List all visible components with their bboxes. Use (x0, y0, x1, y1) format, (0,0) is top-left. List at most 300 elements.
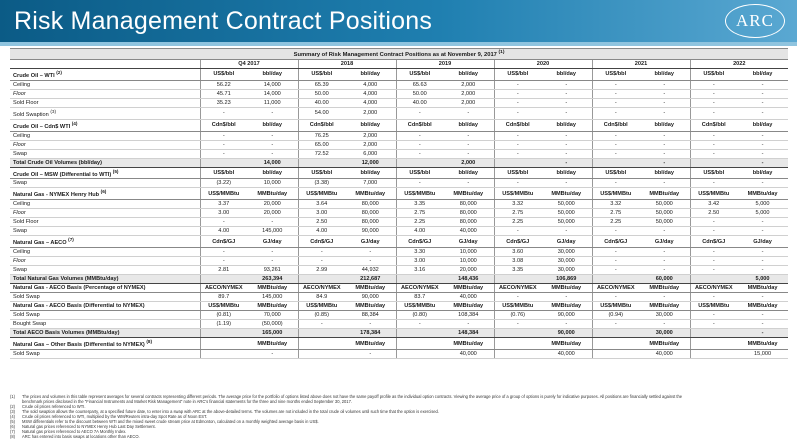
year-header: Q4 2017 (200, 59, 298, 68)
table-cell (494, 349, 541, 358)
table-cell: 10,000 (247, 179, 298, 188)
table-cell: 14,000 (247, 89, 298, 98)
table-cell: 2,000 (345, 131, 396, 140)
table-cell: - (541, 293, 592, 302)
table-cell: 2.75 (494, 209, 541, 218)
row-note: (8) (146, 339, 153, 345)
table-cell (298, 158, 345, 167)
table-cell: - (737, 131, 788, 140)
table-cell: MMBtu/day (247, 338, 298, 350)
table-cell (592, 158, 639, 167)
table-cell: 2,000 (345, 107, 396, 119)
table-cell: MMBtu/day (541, 188, 592, 200)
table-cell: bbl/day (247, 167, 298, 179)
section-header-row (10, 68, 788, 80)
row-label (10, 275, 200, 284)
table-cell: - (200, 248, 247, 257)
table-cell: - (592, 149, 639, 158)
total-row (10, 275, 788, 284)
table-cell: - (737, 149, 788, 158)
table-cell: US$/MMBtu (396, 302, 443, 311)
table-cell: - (690, 266, 737, 275)
section-header-row (10, 167, 788, 179)
table-cell (690, 275, 737, 284)
table-cell: - (443, 140, 494, 149)
row-label-text: Swap (13, 228, 27, 235)
row-label (10, 68, 200, 80)
table-cell: - (396, 107, 443, 119)
table-cell: - (592, 227, 639, 236)
row-label-text: Sold Swaption (13, 111, 49, 118)
table-cell: 145,000 (247, 293, 298, 302)
table-cell: - (639, 179, 690, 188)
table-cell: - (639, 131, 690, 140)
table-cell: - (737, 158, 788, 167)
table-cell: Cdn$/bbl (396, 119, 443, 131)
row-label-text: Floor (13, 210, 26, 217)
header-band (0, 42, 797, 46)
table-cell: - (639, 98, 690, 107)
table-cell: 3.32 (592, 200, 639, 209)
table-cell: - (247, 257, 298, 266)
table-cell: 50,000 (541, 209, 592, 218)
section-header-row (10, 236, 788, 248)
table-cell: 2,000 (443, 158, 494, 167)
table-row (10, 349, 788, 358)
table-cell: MMBtu/day (247, 188, 298, 200)
table-row (10, 179, 788, 188)
table-cell: 80,000 (443, 200, 494, 209)
table-cell: 84.9 (298, 293, 345, 302)
table-cell: 80,000 (443, 218, 494, 227)
table-cell: US$/bbl (200, 167, 247, 179)
table-cell: - (494, 320, 541, 329)
table-cell: 2.81 (200, 266, 247, 275)
table-cell: - (592, 131, 639, 140)
table-cell: AECO/NYMEX (690, 284, 737, 293)
table-cell (592, 338, 639, 350)
table-cell: 145,000 (247, 227, 298, 236)
table-cell: 35.23 (200, 98, 247, 107)
table-cell: 4,000 (345, 89, 396, 98)
table-cell: - (690, 218, 737, 227)
table-cell: - (298, 248, 345, 257)
table-cell: 45.71 (200, 89, 247, 98)
table-cell: - (592, 140, 639, 149)
table-cell: - (541, 227, 592, 236)
footnote-number: (7) (10, 429, 16, 435)
footnote-number: (5) (10, 419, 16, 425)
table-cell: 50,000 (541, 218, 592, 227)
table-cell: US$/bbl (592, 167, 639, 179)
table-cell: 3.16 (396, 266, 443, 275)
table-cell: - (396, 179, 443, 188)
table-cell: 40,000 (443, 349, 494, 358)
table-cell: 20,000 (247, 200, 298, 209)
row-note: (4) (71, 120, 78, 126)
table-cell: MMBtu/day (639, 302, 690, 311)
table-cell: 30,000 (541, 257, 592, 266)
table-cell: MMBtu/day (541, 284, 592, 293)
table-cell: 3.37 (200, 200, 247, 209)
table-cell: 108,384 (443, 311, 494, 320)
table-cell (396, 349, 443, 358)
row-label (10, 218, 200, 227)
table-cell: - (592, 293, 639, 302)
table-cell: 3.00 (200, 209, 247, 218)
table-body (10, 49, 788, 359)
table-caption-note: (1) (498, 50, 505, 55)
table-row (10, 89, 788, 98)
table-cell: - (737, 227, 788, 236)
table-row (10, 311, 788, 320)
footnote-text: Natural gas prices referenced to AECO 7A Monthly Index. (22, 429, 127, 435)
table-cell: - (494, 89, 541, 98)
table-cell: - (592, 320, 639, 329)
table-cell: 50,000 (541, 200, 592, 209)
table-cell: MMBtu/day (345, 338, 396, 350)
table-cell: MMBtu/day (541, 302, 592, 311)
contract-table-wrapper (10, 48, 788, 359)
row-label (10, 167, 200, 179)
table-row (10, 80, 788, 89)
table-cell (200, 349, 247, 358)
table-cell (494, 275, 541, 284)
table-cell: 40.00 (298, 98, 345, 107)
table-row (10, 218, 788, 227)
table-cell: 56.22 (200, 80, 247, 89)
footnote-text: Crude oil prices referenced to WTI, multiplied by the WM/Reuters intra-day Spot Rate as of Noon EST. (22, 414, 208, 420)
section-header-row (10, 338, 788, 350)
table-cell (592, 349, 639, 358)
table-cell: 3.64 (298, 200, 345, 209)
year-header: 2021 (592, 59, 690, 68)
row-label-text: Ceiling (13, 201, 31, 208)
table-cell: 2,000 (345, 140, 396, 149)
table-cell: 263,394 (247, 275, 298, 284)
table-cell: 14,000 (247, 158, 298, 167)
table-cell: 178,384 (345, 329, 396, 338)
table-cell: (0.76) (494, 311, 541, 320)
table-cell: 20,000 (443, 266, 494, 275)
table-cell: 212,687 (345, 275, 396, 284)
table-cell: AECO/NYMEX (592, 284, 639, 293)
section-header-row (10, 119, 788, 131)
table-cell: - (247, 107, 298, 119)
row-label (10, 140, 200, 149)
row-label (10, 320, 200, 329)
table-cell: 14,000 (247, 80, 298, 89)
table-cell: - (494, 149, 541, 158)
table-cell: Cdn$/GJ (298, 236, 345, 248)
table-cell (494, 329, 541, 338)
table-row (10, 200, 788, 209)
table-cell (298, 329, 345, 338)
table-cell: - (200, 218, 247, 227)
table-cell: US$/MMBtu (494, 188, 541, 200)
table-cell (200, 329, 247, 338)
footnote-number: (8) (10, 434, 16, 440)
table-cell: - (592, 257, 639, 266)
table-cell: US$/MMBtu (494, 302, 541, 311)
table-cell: 90,000 (541, 311, 592, 320)
table-cell: 2,000 (443, 80, 494, 89)
table-cell: MMBtu/day (443, 302, 494, 311)
table-cell: - (592, 179, 639, 188)
footnote-number: (2) (10, 404, 16, 410)
table-cell: bbl/day (345, 167, 396, 179)
table-cell: 2,000 (443, 98, 494, 107)
table-cell: - (737, 140, 788, 149)
table-cell: 2.50 (690, 209, 737, 218)
table-cell: 6,000 (345, 149, 396, 158)
footnote-text: The sold swaption allows the counterparty, at a specified future date, to enter into a swap with ARC at the above-detailed terms. The volumes are not included in the total crude oil volumes until such time that the option is exercised. (22, 409, 439, 415)
year-header: 2018 (298, 59, 396, 68)
table-cell: - (737, 311, 788, 320)
table-cell: - (592, 107, 639, 119)
table-cell: 65.63 (396, 80, 443, 89)
year-header: 2020 (494, 59, 592, 68)
row-label (10, 158, 200, 167)
table-cell: - (200, 257, 247, 266)
table-cell: MMBtu/day (737, 284, 788, 293)
table-row (10, 227, 788, 236)
table-cell: (3.38) (298, 179, 345, 188)
table-cell: 80,000 (345, 200, 396, 209)
table-cell: 72.52 (298, 149, 345, 158)
table-cell: - (737, 266, 788, 275)
table-cell: MMBtu/day (737, 302, 788, 311)
row-label-text: Total AECO Basis Volumes (MMBtu/day) (13, 330, 120, 337)
table-cell: 148,436 (443, 275, 494, 284)
table-cell: US$/MMBtu (200, 302, 247, 311)
table-cell: bbl/day (737, 68, 788, 80)
table-cell: US$/MMBtu (592, 302, 639, 311)
footnote-text: ARC has entered into basis swaps at locations other than AECO. (22, 434, 140, 440)
table-cell: 2.75 (592, 209, 639, 218)
table-cell: 50,000 (639, 209, 690, 218)
row-label (10, 119, 200, 131)
footnote-number: (6) (10, 424, 16, 430)
row-label (10, 248, 200, 257)
table-row (10, 140, 788, 149)
table-cell: GJ/day (541, 236, 592, 248)
row-label-text: Ceiling (13, 132, 31, 139)
table-cell: 4,000 (345, 98, 396, 107)
row-label-text: Crude Oil – Cdn$ WTI (13, 123, 71, 130)
table-row (10, 293, 788, 302)
footnote-number: (3) (10, 409, 16, 415)
table-cell: 11,000 (247, 98, 298, 107)
table-cell: - (541, 107, 592, 119)
table-cell: MMBtu/day (443, 188, 494, 200)
table-cell: US$/bbl (690, 167, 737, 179)
table-cell: 2,000 (443, 89, 494, 98)
row-label (10, 284, 200, 293)
table-cell: bbl/day (541, 68, 592, 80)
table-cell: - (443, 179, 494, 188)
table-cell: 40,000 (639, 349, 690, 358)
table-cell: - (639, 266, 690, 275)
table-cell: - (592, 98, 639, 107)
row-label (10, 107, 200, 119)
table-cell: US$/MMBtu (200, 188, 247, 200)
table-cell: 60,000 (639, 275, 690, 284)
table-cell: 90,000 (345, 293, 396, 302)
table-cell (396, 338, 443, 350)
table-cell: 3.00 (396, 257, 443, 266)
table-cell: 3.08 (494, 257, 541, 266)
table-cell: - (541, 89, 592, 98)
table-cell (690, 329, 737, 338)
table-cell: - (541, 320, 592, 329)
row-label-text: Natural Gas – AECO (13, 240, 67, 247)
table-cell: - (639, 227, 690, 236)
table-cell: - (298, 257, 345, 266)
table-cell (592, 329, 639, 338)
table-cell: - (737, 89, 788, 98)
table-cell: - (639, 107, 690, 119)
table-cell: GJ/day (443, 236, 494, 248)
table-cell: - (247, 131, 298, 140)
table-cell: - (690, 227, 737, 236)
table-cell (298, 275, 345, 284)
table-cell: - (690, 80, 737, 89)
table-cell: bbl/day (345, 68, 396, 80)
table-caption-text: Summary of Risk Management Contract Positions as at November 9, 2017 (293, 51, 497, 58)
table-cell: 40,000 (541, 349, 592, 358)
table-cell: - (494, 131, 541, 140)
table-cell: 93,261 (247, 266, 298, 275)
table-cell: - (639, 257, 690, 266)
table-cell: - (443, 107, 494, 119)
table-cell: MMBtu/day (639, 188, 690, 200)
table-cell: 5,000 (737, 275, 788, 284)
table-cell: 2.75 (396, 209, 443, 218)
row-label-text: Swap (13, 267, 27, 274)
table-cell: US$/bbl (396, 167, 443, 179)
table-cell: US$/MMBtu (592, 188, 639, 200)
table-cell: - (737, 257, 788, 266)
row-label-text: Swap (13, 150, 27, 157)
row-label-text: Floor (13, 141, 26, 148)
row-label (10, 338, 200, 350)
row-label-text: Sold Swap (13, 312, 40, 319)
table-cell: bbl/day (541, 119, 592, 131)
table-cell: US$/MMBtu (396, 188, 443, 200)
table-cell: - (690, 179, 737, 188)
table-cell: - (639, 89, 690, 98)
table-cell: GJ/day (737, 236, 788, 248)
table-cell: - (639, 248, 690, 257)
table-cell: bbl/day (443, 68, 494, 80)
table-cell: 40.00 (396, 98, 443, 107)
table-cell: - (737, 98, 788, 107)
table-cell (200, 158, 247, 167)
table-row (10, 248, 788, 257)
footnote-text: benchmark prices disclosed in the "Financial Instruments and Market Risk Management" note in ARC's financial statements for the three and nine months ended September 30, 2017. (22, 399, 353, 405)
table-cell: bbl/day (247, 68, 298, 80)
table-cell: 5,000 (737, 209, 788, 218)
table-cell: 3.30 (396, 248, 443, 257)
row-label-text: Floor (13, 90, 26, 97)
table-cell: 2.25 (396, 218, 443, 227)
table-cell: 50,000 (639, 218, 690, 227)
row-label (10, 236, 200, 248)
table-cell: - (200, 149, 247, 158)
table-cell: - (592, 248, 639, 257)
table-cell: - (494, 140, 541, 149)
row-label (10, 98, 200, 107)
table-cell: - (690, 320, 737, 329)
table-cell (200, 338, 247, 350)
table-cell: 65.00 (298, 140, 345, 149)
table-cell: 40,000 (443, 227, 494, 236)
table-cell: 4,000 (345, 80, 396, 89)
table-cell: - (247, 140, 298, 149)
table-cell: - (737, 107, 788, 119)
table-cell: (3.22) (200, 179, 247, 188)
table-caption-row (10, 49, 788, 60)
table-row (10, 149, 788, 158)
table-cell (690, 338, 737, 350)
row-label (10, 188, 200, 200)
table-cell: - (345, 248, 396, 257)
row-label (10, 149, 200, 158)
table-cell (494, 338, 541, 350)
table-cell (396, 158, 443, 167)
table-cell: GJ/day (639, 236, 690, 248)
table-cell: - (396, 131, 443, 140)
table-cell: US$/bbl (396, 68, 443, 80)
table-cell: 44,932 (345, 266, 396, 275)
table-cell: US$/bbl (298, 68, 345, 80)
row-label (10, 200, 200, 209)
table-cell: GJ/day (345, 236, 396, 248)
table-cell: - (541, 158, 592, 167)
table-cell: - (541, 149, 592, 158)
table-cell: 5,000 (737, 200, 788, 209)
table-cell: AECO/NYMEX (396, 284, 443, 293)
table-cell: 90,000 (541, 329, 592, 338)
table-cell (298, 349, 345, 358)
table-cell: 10,000 (443, 257, 494, 266)
row-label-text: Floor (13, 258, 26, 265)
table-cell: Cdn$/GJ (592, 236, 639, 248)
row-label (10, 89, 200, 98)
table-cell: - (737, 320, 788, 329)
row-label-text: Natural Gas - AECO Basis (Differential to NYMEX) (13, 303, 145, 310)
table-cell: - (541, 140, 592, 149)
total-row (10, 158, 788, 167)
table-cell: bbl/day (345, 119, 396, 131)
table-cell (690, 158, 737, 167)
footnote-text: MSW differentials refer to the discount between WTI and the mixed sweet crude stream price at Edmonton, calculated on a monthly weighted average basis in US$. (22, 419, 319, 425)
row-label-text: Crude Oil – WTI (13, 72, 55, 79)
table-cell: MMBtu/day (639, 338, 690, 350)
table-cell: Cdn$/bbl (690, 119, 737, 131)
table-cell: AECO/NYMEX (200, 284, 247, 293)
table-cell: - (639, 158, 690, 167)
table-cell: MMBtu/day (345, 302, 396, 311)
table-cell: bbl/day (639, 167, 690, 179)
table-cell: MMBtu/day (247, 302, 298, 311)
table-cell: 2.25 (592, 218, 639, 227)
table-cell: US$/MMBtu (690, 188, 737, 200)
table-cell: 4.00 (298, 227, 345, 236)
table-cell: 3.00 (298, 209, 345, 218)
row-label-text: Sold Swap (13, 350, 40, 357)
